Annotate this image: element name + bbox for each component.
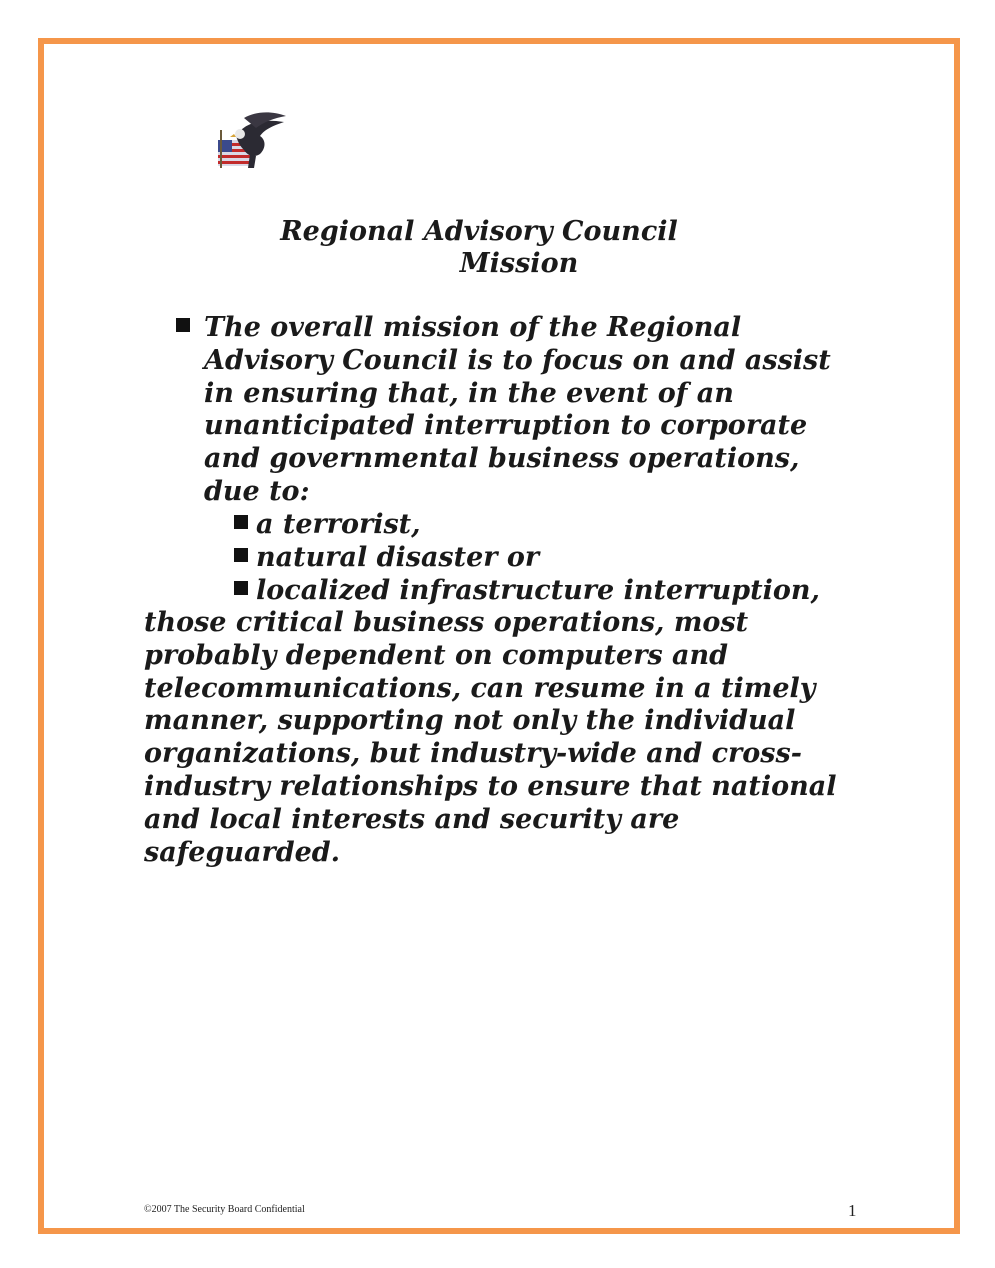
continuation-line: industry relationships to ensure that national (144, 770, 837, 802)
continuation-line: organizations, but industry-wide and cross- (144, 738, 802, 770)
main-bullet-line: unanticipated interruption to corporate (204, 410, 808, 442)
page-number: 1 (848, 1201, 857, 1220)
main-bullet-line: Advisory Council is to focus on and assist (204, 344, 831, 376)
sub-bullet-label: localized infrastructure interruption, (256, 574, 820, 606)
sub-bullet-label: a terrorist, (256, 509, 421, 540)
square-bullet-icon (234, 581, 248, 595)
continuation-line: manner, supporting not only the individual (144, 705, 796, 737)
slide-frame (38, 38, 960, 1234)
continuation-line: probably dependent on computers and (144, 639, 729, 671)
sub-bullet-label: natural disaster or (256, 541, 540, 573)
square-bullet-icon (234, 515, 248, 529)
sub-bullet-list (234, 509, 820, 607)
main-bullet-line: in ensuring that, in the event of an (204, 377, 734, 409)
square-bullet-icon (176, 318, 190, 332)
slide-subtitle: Mission (459, 248, 579, 279)
footer-copyright: ©2007 The Security Board Confidential (144, 1204, 305, 1215)
main-bullet-text (204, 312, 831, 509)
sub-bullet-item (234, 509, 820, 542)
slide-title: Regional Advisory Council (280, 216, 678, 247)
continuation-line: safeguarded. (144, 836, 341, 868)
sub-bullet-item (234, 542, 820, 575)
continuation-text (144, 607, 837, 869)
continuation-line: and local interests and security are (144, 803, 680, 835)
main-bullet-line: due to: (204, 475, 310, 507)
continuation-line: telecommunications, can resume in a timely (144, 672, 816, 704)
eagle-flag-icon (214, 110, 288, 174)
main-bullet-line: The overall mission of the Regional (204, 312, 742, 343)
main-bullet-marker (176, 312, 198, 345)
square-bullet-icon (234, 548, 248, 562)
continuation-line: those critical business operations, most (144, 607, 749, 638)
sub-bullet-item (234, 575, 820, 608)
main-bullet-line: and governmental business operations, (204, 443, 800, 475)
